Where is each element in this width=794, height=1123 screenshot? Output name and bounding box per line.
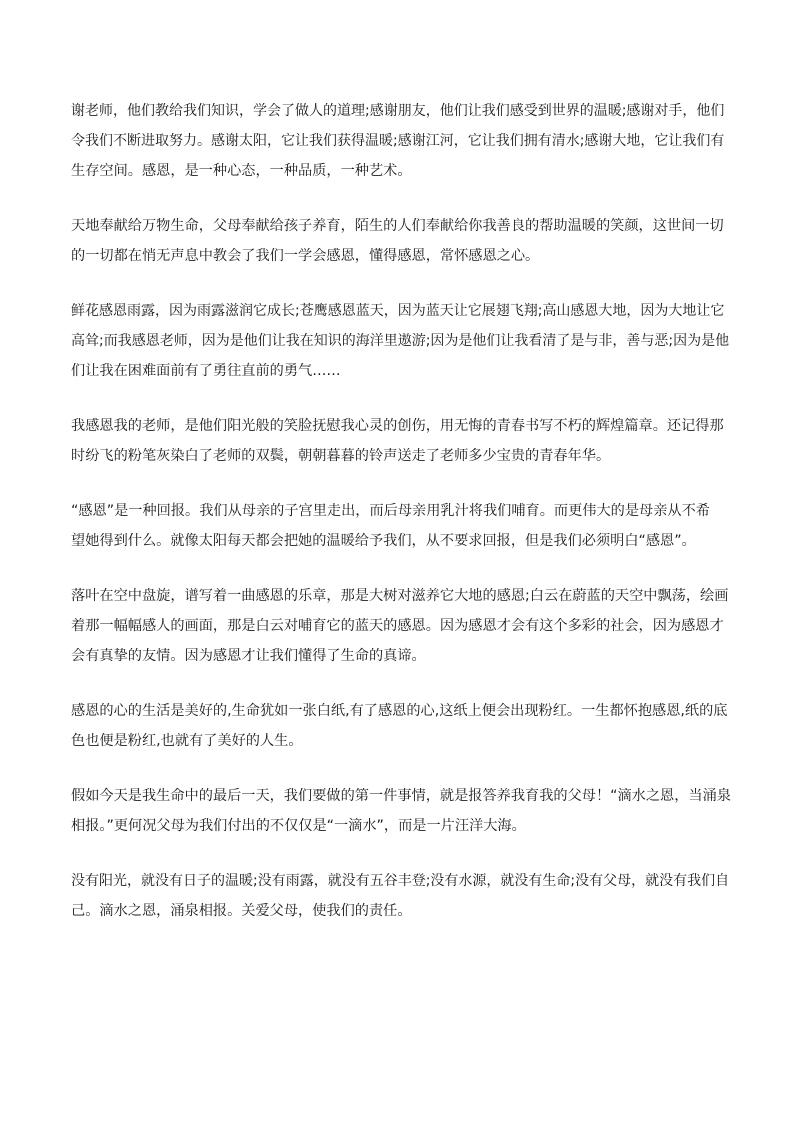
paragraph-4 [71, 411, 731, 471]
paragraph-line: 我感恩我的老师，是他们阳光般的笑脸抚慰我心灵的创伤，用无悔的青春书写不朽的辉煌篇章。还记得那 [71, 418, 724, 434]
paragraph-line: 会有真挚的友情。因为感恩才让我们懂得了生命的真谛。 [71, 648, 426, 664]
paragraph-line: 令我们不断进取努力。感谢太阳，它让我们获得温暖;感谢江河，它让我们拥有清水;感谢大地，它让我们有 [71, 133, 725, 149]
paragraph-1 [71, 96, 731, 186]
paragraph-line: 时纷飞的粉笔灰染白了老师的双鬓，朝朝暮暮的铃声送走了老师多少宝贵的青春年华。 [71, 448, 611, 464]
paragraph-line: 生存空间。感恩，是一种心态，一种品质，一种艺术。 [71, 163, 412, 179]
paragraph-2 [71, 211, 731, 271]
paragraph-line: 高耸;而我感恩老师，因为是他们让我在知识的海洋里遨游;因为是他们让我看清了是与非，善与恶;因为是他 [71, 333, 730, 349]
paragraph-line: 望她得到什么。就像太阳每天都会把她的温暖给予我们，从不要求回报，但是我们必须明白“感恩”。 [71, 533, 696, 549]
paragraph-line: 假如今天是我生命中的最后一天，我们要做的第一件事情，就是报答养我育我的父母！“滴水之恩，当涌泉 [71, 788, 731, 804]
paragraph-line: 感恩的心的生活是美好的,生命犹如一张白纸,有了感恩的心,这纸上便会出现粉红。一生都怀抱感恩,纸的底 [71, 703, 728, 719]
paragraph-line: 落叶在空中盘旋，谱写着一曲感恩的乐章，那是大树对滋养它大地的感恩;白云在蔚蓝的天空中飘荡，绘画 [71, 588, 729, 604]
paragraph-7 [71, 696, 731, 756]
paragraph-line: 谢老师，他们教给我们知识，学会了做人的道理;感谢朋友，他们让我们感受到世界的温暖;感谢对手，他们 [71, 103, 725, 119]
paragraph-6 [71, 581, 731, 671]
paragraph-line: 己。滴水之恩，涌泉相报。关爱父母，使我们的责任。 [71, 903, 412, 919]
paragraph-9 [71, 866, 731, 926]
paragraph-line: 们让我在困难面前有了勇往直前的勇气…… [71, 363, 341, 379]
paragraph-line: 鲜花感恩雨露，因为雨露滋润它成长;苍鹰感恩蓝天，因为蓝天让它展翅飞翔;高山感恩大地，因为大地让它 [71, 303, 725, 319]
paragraph-line: 相报。”更何况父母为我们付出的不仅仅是“一滴水”，而是一片汪洋大海。 [71, 818, 526, 834]
paragraph-line: 的一切都在悄无声息中教会了我们一学会感恩，懂得感恩，常怀感恩之心。 [71, 248, 540, 264]
paragraph-line: “感恩”是一种回报。我们从母亲的子宫里走出，而后母亲用乳汁将我们哺育。而更伟大的是母亲从不希 [71, 503, 710, 519]
paragraph-5 [71, 496, 731, 556]
paragraph-line: 色也便是粉红,也就有了美好的人生。 [71, 733, 303, 749]
paragraph-line: 着那一幅幅感人的画面，那是白云对哺育它的蓝天的感恩。因为感恩才会有这个多彩的社会，因为感恩才 [71, 618, 724, 634]
paragraph-line: 天地奉献给万物生命，父母奉献给孩子养育，陌生的人们奉献给你我善良的帮助温暖的笑颜，这世间一切 [71, 218, 724, 234]
paragraph-8 [71, 781, 731, 841]
paragraph-3 [71, 296, 731, 386]
paragraph-line: 没有阳光，就没有日子的温暖;没有雨露，就没有五谷丰登;没有水源，就没有生命;没有父母，就没有我们自 [71, 873, 730, 889]
document-body [71, 96, 731, 951]
